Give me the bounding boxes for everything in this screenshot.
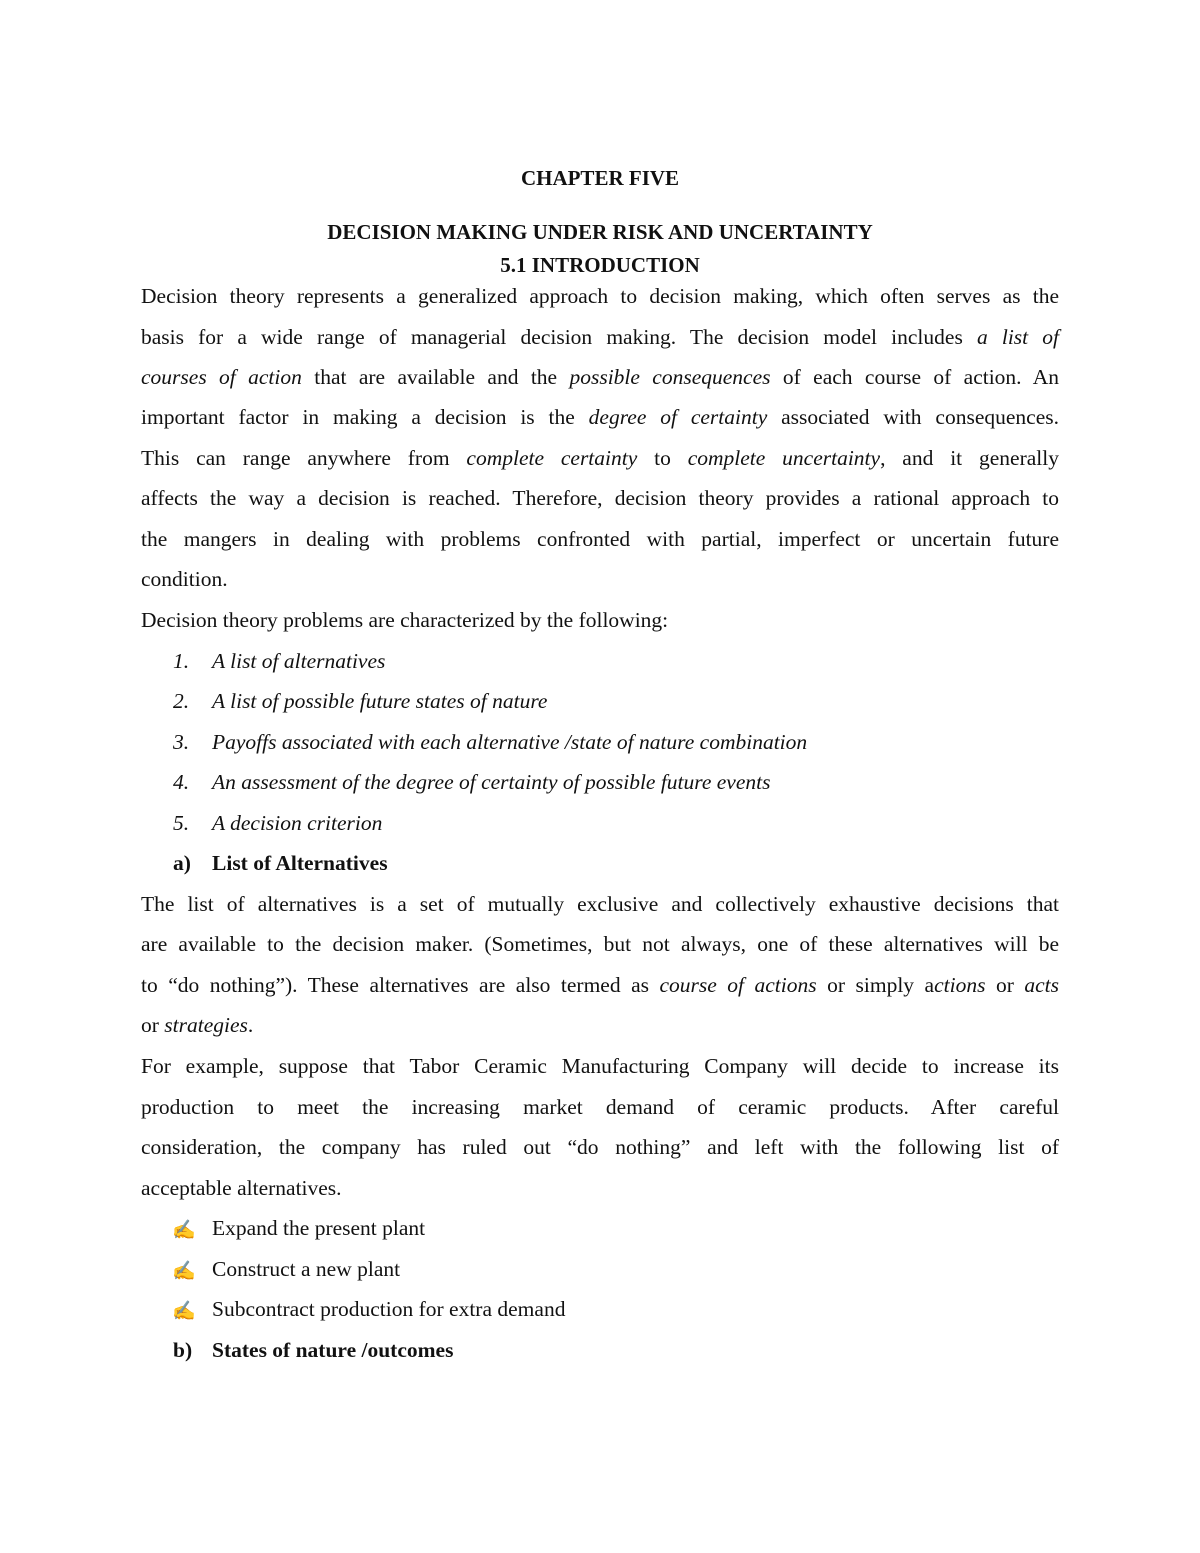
italic-run: complete uncertainty (687, 446, 881, 470)
intro-line-6: affects the way a decision is reached. Therefore, decision theory provides a rational approach to (141, 486, 1059, 510)
italic-run: complete certainty (466, 446, 638, 470)
example-line-4: acceptable alternatives. (141, 1176, 342, 1200)
intro-line-2 (141, 325, 1059, 350)
intro-line-8: condition. (141, 567, 228, 591)
intro-line-1: Decision theory represents a generalized approach to decision making, which often serves as the (141, 284, 1059, 308)
list-item: An assessment of the degree of certainty of possible future events (212, 770, 771, 794)
bullet-item: Construct a new plant (212, 1257, 401, 1281)
italic-run: courses of action (141, 365, 302, 389)
text-run: , and it generally (880, 446, 1059, 470)
italic-run: degree of certainty (588, 405, 768, 429)
heading-a-letter: a) (173, 851, 191, 875)
text-run: or (141, 1013, 165, 1037)
list-number: 2. (173, 689, 190, 713)
heading-b-letter: b) (173, 1338, 193, 1362)
italic-run: possible consequences (569, 365, 771, 389)
intro-line-7: the mangers in dealing with problems confronted with partial, imperfect or uncertain future (141, 527, 1059, 551)
italic-run: acts (1024, 973, 1059, 997)
example-line-3: consideration, the company has ruled out “do nothing” and left with the following list of (141, 1135, 1059, 1159)
example-line-1: For example, suppose that Tabor Ceramic Manufacturing Company will decide to increase its (141, 1054, 1059, 1078)
text-run: that are available and the (301, 365, 570, 389)
italic-run: course of actions (659, 973, 817, 997)
alt-line-4 (141, 1013, 1059, 1038)
bullet-item: Expand the present plant (212, 1216, 426, 1240)
text-run: associated with consequences. (767, 405, 1059, 429)
text-run: This can range anywhere from (141, 446, 467, 470)
section-heading: 5.1 INTRODUCTION (500, 253, 700, 277)
list-item: A decision criterion (212, 811, 383, 835)
text-run: or simply a (816, 973, 935, 997)
list-number: 3. (173, 730, 190, 754)
list-item: Payoffs associated with each alternative /state of nature combination (212, 730, 808, 754)
heading-b: States of nature /outcomes (212, 1338, 454, 1362)
text-run: to (637, 446, 688, 470)
text-run: basis for a wide range of managerial decision making. The decision model includes (141, 325, 977, 349)
characterized-line: Decision theory problems are characterized by the following: (141, 608, 669, 632)
italic-run: strategies (164, 1013, 248, 1037)
alt-line-1: The list of alternatives is a set of mutually exclusive and collectively exhaustive decisions that (141, 892, 1059, 916)
intro-line-3 (141, 365, 1059, 390)
alt-line-2: are available to the decision maker. (Sometimes, but not always, one of these alternatives will be (141, 932, 1059, 956)
list-number: 5. (173, 811, 190, 835)
list-item: A list of possible future states of nature (212, 689, 548, 713)
list-number: 4. (173, 770, 190, 794)
text-run: of each course of action. An (770, 365, 1060, 389)
list-number: 1. (173, 649, 190, 673)
intro-line-4 (141, 405, 1059, 430)
page-title: DECISION MAKING UNDER RISK AND UNCERTAINTY (327, 220, 873, 244)
text-run: to “do nothing”). These alternatives are also termed as (141, 973, 660, 997)
writing-hand-icon: ✍ (172, 1261, 196, 1282)
list-item: A list of alternatives (212, 649, 386, 673)
italic-run: a list of (976, 325, 1059, 349)
heading-a: List of Alternatives (212, 851, 388, 875)
writing-hand-icon: ✍ (172, 1301, 196, 1322)
example-line-2: production to meet the increasing market demand of ceramic products. After careful (141, 1095, 1059, 1119)
alt-line-3 (141, 973, 1059, 998)
text-run: or (985, 973, 1025, 997)
text-run: . (247, 1013, 254, 1037)
text-run: important factor in making a decision is the (141, 405, 589, 429)
bullet-item: Subcontract production for extra demand (212, 1297, 566, 1321)
intro-line-5 (141, 446, 1059, 471)
italic-run: ctions (934, 973, 986, 997)
chapter-title: CHAPTER FIVE (520, 166, 680, 190)
writing-hand-icon: ✍ (172, 1220, 196, 1241)
